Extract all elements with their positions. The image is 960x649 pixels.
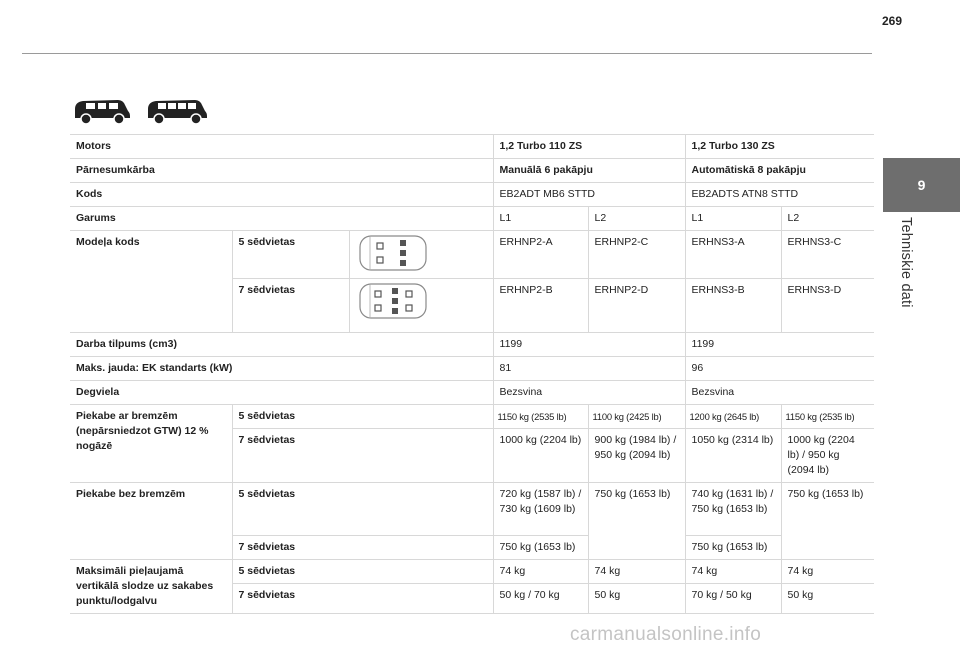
table-cell: L1 [493,207,588,231]
table-cell: ERHNP2-C [588,231,685,279]
table-cell: 74 kg [685,560,781,584]
chapter-tab[interactable]: 9 [883,158,960,212]
table-cell: ERHNP2-B [493,279,588,333]
table-row [70,231,874,279]
table-row [70,207,874,231]
seat-layout-5-icon [356,233,430,273]
table-cell: ERHNS3-C [781,231,874,279]
row-label: Motors [70,135,493,159]
table-cell: Bezsvina [493,381,685,405]
seat-layout-7-icon [356,281,430,321]
table-cell: L2 [588,207,685,231]
row-sublabel: 5 sēdvietas [232,560,493,584]
table-cell: 74 kg [588,560,685,584]
table-cell: ERHNP2-A [493,231,588,279]
table-cell: 720 kg (1587 lb) / 730 kg (1609 lb) [493,483,588,536]
table-cell: 1,2 Turbo 110 ZS [493,135,685,159]
van-short-icon [72,97,132,125]
table-cell: L2 [781,207,874,231]
header-rule [22,53,872,54]
table-row [70,159,874,183]
table-cell: 1150 kg (2535 lb) [781,405,874,429]
van-long-icon [146,97,208,125]
table-cell: 750 kg (1653 lb) [685,536,781,560]
table-row [70,381,874,405]
table-cell: ERHNP2-D [588,279,685,333]
table-cell: 750 kg (1653 lb) [493,536,588,560]
row-sublabel: 7 sēdvietas [232,584,493,614]
table-row [70,560,874,584]
technical-specs-table [70,134,874,614]
table-cell: ERHNS3-B [685,279,781,333]
table-cell: Bezsvina [685,381,874,405]
table-cell: EB2ADT MB6 STTD [493,183,685,207]
row-label: Modeļa kods [70,231,232,333]
row-sublabel: 5 sēdvietas [232,405,493,429]
table-row [70,333,874,357]
row-label: Garums [70,207,493,231]
table-cell: 750 kg (1653 lb) [588,483,685,560]
table-cell: 1000 kg (2204 lb) / 950 kg (2094 lb) [781,429,874,483]
row-label: Darba tilpums (cm3) [70,333,493,357]
table-cell: 50 kg / 70 kg [493,584,588,614]
table-cell: EB2ADTS ATN8 STTD [685,183,874,207]
seat-diagram-cell [349,231,493,279]
table-cell: 81 [493,357,685,381]
row-label: Pārnesumkārba [70,159,493,183]
table-cell: 70 kg / 50 kg [685,584,781,614]
table-cell: 1100 kg (2425 lb) [588,405,685,429]
table-cell: L1 [685,207,781,231]
table-cell: 750 kg (1653 lb) [781,483,874,560]
chapter-title: Tehniskie dati [898,217,914,308]
table-cell: Manuālā 6 pakāpju [493,159,685,183]
table-cell: 74 kg [493,560,588,584]
row-sublabel: 5 sēdvietas [232,483,493,536]
table-cell: 1000 kg (2204 lb) [493,429,588,483]
table-cell: 1199 [685,333,874,357]
table-cell: Automātiskā 8 pakāpju [685,159,874,183]
table-cell: 74 kg [781,560,874,584]
row-label: Piekabe ar bremzēm (nepārsniedzot GTW) 12 % nogāzē [70,405,232,483]
row-sublabel: 7 sēdvietas [232,536,493,560]
table-cell: 1050 kg (2314 lb) [685,429,781,483]
table-row [70,357,874,381]
row-label: Piekabe bez bremzēm [70,483,232,560]
watermark: carmanualsonline.info [570,624,762,645]
table-cell: 50 kg [781,584,874,614]
table-cell: 50 kg [588,584,685,614]
row-label: Maks. jauda: EK standarts (kW) [70,357,493,381]
table-row [70,183,874,207]
vehicle-icons [72,97,208,125]
table-cell: 740 kg (1631 lb) / 750 kg (1653 lb) [685,483,781,536]
table-cell: 900 kg (1984 lb) / 950 kg (2094 lb) [588,429,685,483]
table-cell: 1,2 Turbo 130 ZS [685,135,874,159]
table-cell: ERHNS3-A [685,231,781,279]
table-cell: 1200 kg (2645 lb) [685,405,781,429]
row-label: Maksimāli pieļaujamā vertikālā slodze uz sakabes punktu/lodgalvu [70,560,232,614]
table-row [70,135,874,159]
row-label: Degviela [70,381,493,405]
table-cell: 1199 [493,333,685,357]
page-number: 269 [882,14,903,28]
table-cell: ERHNS3-D [781,279,874,333]
row-label: Kods [70,183,493,207]
row-sublabel: 5 sēdvietas [232,231,349,279]
table-cell: 1150 kg (2535 lb) [493,405,588,429]
table-cell: 96 [685,357,874,381]
row-sublabel: 7 sēdvietas [232,429,493,483]
row-sublabel: 7 sēdvietas [232,279,349,333]
table-row [70,483,874,536]
seat-diagram-cell [349,279,493,333]
table-row [70,405,874,429]
